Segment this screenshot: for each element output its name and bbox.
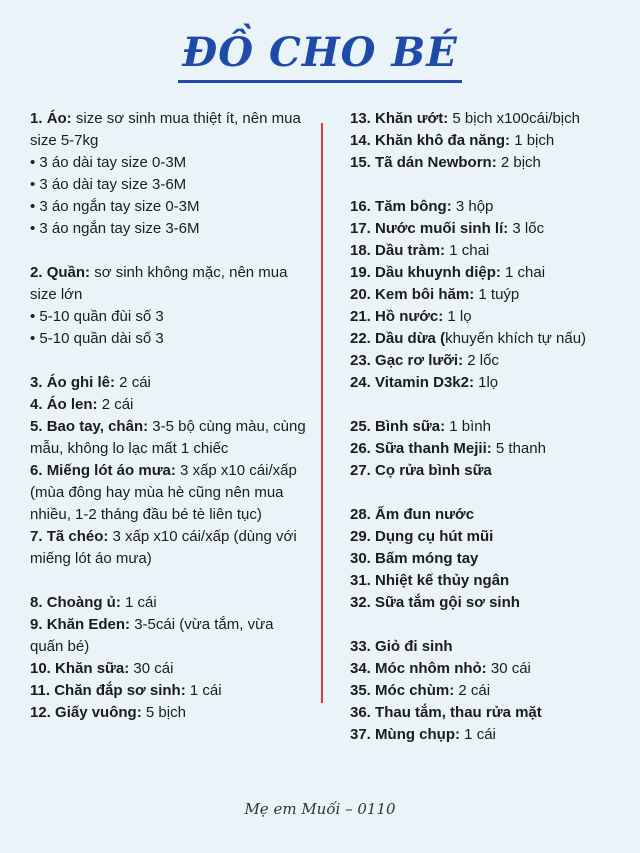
list-item [30,526,310,570]
item-label-text: Dụng cụ hút mũi [375,528,494,545]
item-number: 29. [350,528,376,545]
item-label [30,264,90,281]
bullet-text: 3 áo dài tay size 3-6M [39,176,187,193]
list-item [350,328,625,350]
item-label [350,440,492,457]
item-number: 16. [350,198,376,215]
item-label-text: Vitamin D3k2: [375,374,474,391]
item-detail: 1 chai [500,264,546,281]
item-label [350,726,460,743]
item-detail: 1 cái [460,726,496,743]
item-label [350,418,445,435]
item-number: 6. [30,462,47,479]
list-item [350,570,625,592]
item-label-text: Miếng lót áo mưa: [46,462,176,479]
item-detail: size sơ sinh mua thiệt ít, nên mua size 5-7kg [30,110,301,149]
item-label-text: Bao tay, chân: [46,418,149,435]
list-item [30,108,310,152]
item-label-text: Nước muối sinh lí: [375,220,509,237]
item-label [350,374,474,391]
bullet-text: 3 áo dài tay size 0-3M [39,154,187,171]
item-number: 22. [350,330,376,347]
item-label [350,660,487,677]
item-detail: 3-5 bộ cùng màu, cùng mẫu, không lo lạc mất 1 chiếc [30,418,306,457]
list-item [350,262,625,284]
list-item [350,350,625,372]
item-label-text: Mùng chụp: [375,726,461,743]
item-label-text: Móc chùm: [375,682,455,699]
item-detail: 1 cái [185,682,222,699]
list-item [350,306,625,328]
item-label-text: Áo: [46,110,72,127]
item-detail: 3-5cái (vừa tắm, vừa quấn bé) [30,616,274,655]
item-label-text: Ấm đun nước [375,506,475,523]
list-bullet [30,306,310,328]
item-label-text: Áo ghi lê: [46,374,116,391]
list-item [350,240,625,262]
item-number: 27. [350,462,376,479]
item-label [350,594,520,611]
item-detail: 1lọ [473,374,499,391]
item-detail: 1 tuýp [474,286,520,303]
item-label-text: Giấy vuông: [55,704,142,721]
item-label [30,594,121,611]
item-label-text: Sữa thanh Mejii: [375,440,492,457]
item-label-text: Kem bôi hăm: [375,286,475,303]
item-label [350,462,492,479]
item-detail: 1 bịch [510,132,555,149]
item-label-text: Cọ rửa bình sữa [375,462,492,479]
list-item [350,460,625,482]
item-label-text: Tã dán Newborn: [375,154,497,171]
item-number: 32. [350,594,376,611]
item-label [350,198,452,215]
item-label-text: Tã chéo: [46,528,109,545]
item-number: 25. [350,418,376,435]
item-label [30,660,129,677]
item-label [350,572,509,589]
item-detail: khuyến khích tự nấu) [445,330,587,347]
list-spacer [350,174,625,196]
item-number: 2. [30,264,47,281]
item-label [30,616,130,633]
item-label-text: Khăn ướt: [375,110,449,127]
list-item [350,284,625,306]
item-label-text: Dầu dừa ( [375,330,446,347]
list-item [350,504,625,526]
item-label [350,220,508,237]
list-item [350,218,625,240]
item-number: 35. [350,682,376,699]
item-label [350,704,542,721]
list-item [350,526,625,548]
list-item [350,680,625,702]
item-label-text: Quần: [46,264,91,281]
list-item [350,636,625,658]
list-item [30,394,310,416]
item-number: 31. [350,572,376,589]
page-title-text: ĐỒ CHO BÉ [178,28,461,83]
item-label-text: Choàng ủ: [46,594,121,611]
item-label-text: Khăn khô đa năng: [375,132,511,149]
list-bullet [30,218,310,240]
item-number: 9. [30,616,47,633]
item-label-text: Tăm bông: [375,198,452,215]
item-label [30,704,142,721]
item-label [30,462,176,479]
item-label-text: Khăn sữa: [55,660,130,677]
list-item [30,680,310,702]
item-label [30,528,108,545]
item-number: 13. [350,110,376,127]
item-label-text: Gạc rơ lưỡi: [375,352,464,369]
item-label [350,638,453,655]
item-label [30,374,115,391]
item-label [350,330,445,347]
item-label-text: Giỏ đi sinh [375,638,453,655]
item-number: 28. [350,506,376,523]
item-label-text: Áo len: [46,396,98,413]
item-number: 10. [30,660,56,677]
item-detail: 3 lốc [508,220,545,237]
item-number: 20. [350,286,376,303]
item-label [350,110,448,127]
list-item [350,724,625,746]
list-bullet [30,328,310,350]
list-item [350,152,625,174]
right-column [350,108,625,746]
item-detail: 3 xấp x10 cái/xấp (dùng với miếng lót áo mưa) [30,528,297,567]
item-label [30,682,186,699]
footer-signature: Mẹ em Muối – 0110 [244,800,396,818]
item-detail: 5 thanh [491,440,546,457]
item-label [350,132,510,149]
list-item [350,438,625,460]
item-number: 23. [350,352,376,369]
item-label-text: Móc nhôm nhỏ: [375,660,487,677]
list-item [350,130,625,152]
list-spacer [350,482,625,504]
list-spacer [30,350,310,372]
item-detail: 1 cái [120,594,157,611]
item-number: 7. [30,528,47,545]
list-item [30,658,310,680]
item-number: 17. [350,220,376,237]
item-label-text: Hồ nước: [375,308,444,325]
list-item [30,372,310,394]
list-bullet [30,174,310,196]
list-spacer [350,614,625,636]
list-item [30,592,310,614]
item-detail: 5 bịch [141,704,186,721]
item-detail: 1 chai [445,242,490,259]
item-label [350,264,501,281]
item-number: 34. [350,660,376,677]
item-detail: 30 cái [486,660,531,677]
bullet-text: 5-10 quần dài số 3 [39,330,164,347]
item-number: 3. [30,374,47,391]
item-detail: 2 bịch [496,154,541,171]
item-number: 19. [350,264,376,281]
item-number: 36. [350,704,376,721]
item-detail: 2 cái [115,374,151,391]
item-label-text: Bình sữa: [375,418,446,435]
bullet-text: 3 áo ngắn tay size 3-6M [39,220,200,237]
item-detail: 2 cái [454,682,491,699]
item-number: 15. [350,154,376,171]
item-label [350,528,493,545]
item-number: 24. [350,374,376,391]
item-label [350,154,497,171]
item-number: 1. [30,110,47,127]
item-detail: 1 lọ [443,308,472,325]
bullet-text: 3 áo ngắn tay size 0-3M [39,198,200,215]
item-number: 14. [350,132,376,149]
item-number: 33. [350,638,376,655]
item-number: 11. [30,682,55,699]
list-item [30,262,310,306]
item-label-text: Sữa tắm gội sơ sinh [375,594,520,611]
list-item [350,196,625,218]
item-number: 30. [350,550,376,567]
item-label-text: Dầu tràm: [375,242,446,259]
item-label [350,506,474,523]
item-number: 8. [30,594,47,611]
list-item [350,416,625,438]
list-spacer [30,570,310,592]
list-item [350,592,625,614]
list-bullet [30,152,310,174]
item-detail: 30 cái [129,660,174,677]
item-number: 21. [350,308,376,325]
item-label-text: Khăn Eden: [46,616,131,633]
item-label-text: Chăn đắp sơ sinh: [54,682,186,699]
list-spacer [30,240,310,262]
list-item [30,702,310,724]
item-label-text: Thau tắm, thau rửa mặt [375,704,542,721]
item-label [350,242,445,259]
item-detail: 3 xấp x10 cái/xấp (mùa đông hay mùa hè cũng nên mua nhiều, 1-2 tháng đầu bé tè liên tục) [30,462,297,523]
item-number: 37. [350,726,376,743]
item-label [30,396,98,413]
item-detail: sơ sinh không mặc, nên mua size lớn [30,264,288,303]
item-detail: 3 hộp [451,198,494,215]
list-spacer [350,394,625,416]
item-label [350,682,454,699]
item-label-text: Bấm móng tay [375,550,479,567]
item-number: 12. [30,704,56,721]
list-item [350,548,625,570]
item-label [30,418,148,435]
item-number: 18. [350,242,376,259]
list-item [30,416,310,460]
column-divider [321,123,323,703]
item-label-text: Nhiệt kế thủy ngân [375,572,510,589]
item-number: 5. [30,418,47,435]
item-label [350,352,463,369]
item-label-text: Dầu khuynh diệp: [375,264,501,281]
list-item [30,460,310,526]
item-number: 4. [30,396,47,413]
item-label [350,286,474,303]
item-detail: 2 lốc [463,352,499,369]
item-detail: 1 bình [445,418,491,435]
left-column [30,108,310,724]
item-detail: 2 cái [97,396,134,413]
item-detail: 5 bịch x100cái/bịch [448,110,580,127]
item-number: 26. [350,440,376,457]
item-label [350,308,443,325]
list-item [350,372,625,394]
item-label [30,110,72,127]
list-item [30,614,310,658]
bullet-text: 5-10 quần đùi số 3 [39,308,164,325]
item-label [350,550,478,567]
page-title [0,28,640,83]
list-item [350,702,625,724]
list-bullet [30,196,310,218]
list-item [350,658,625,680]
list-item [350,108,625,130]
